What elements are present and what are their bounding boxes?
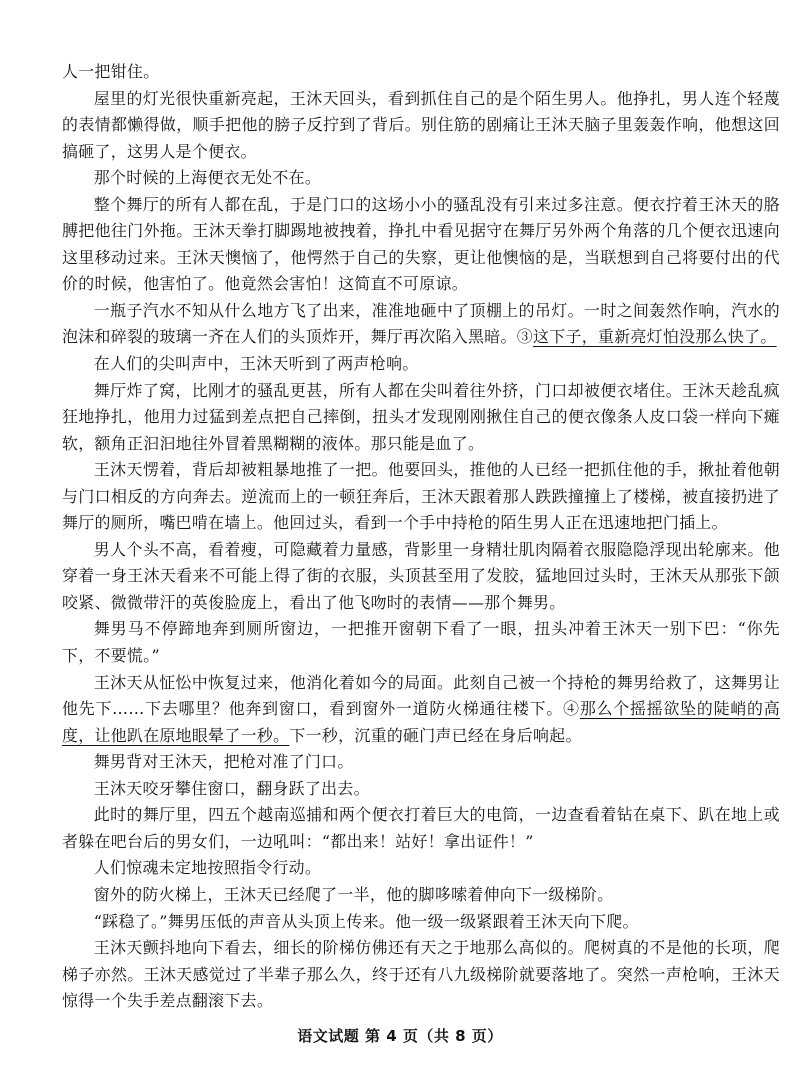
paragraph-5: 一瓶子汽水不知从什么地方飞了出来，准准地砸中了顶棚上的吊灯。一时之间轰然作响，汽水的泡沫和碎裂的玻璃一齐在人们的头顶炸开，舞厅再次陷入黑暗。③这下子，重新亮灯怕没那么快了。	[62, 300, 780, 347]
paragraph-16: 窗外的防火梯上，王沐天已经爬了一半，他的脚哆嗦着伸向下一级梯阶。	[93, 884, 614, 904]
paragraph-7: 舞厅炸了窝，比刚才的骚乱更甚，所有人都在尖叫着往外挤，门口却被便衣堵住。王沐天趁乱疯狂地挣扎，他用力过猛到差点把自己摔倒，扭头才发现刚刚揪住自己的便衣像条人皮口袋一样向下瘫软，额角正汩汩地往外冒着黑糊糊的液体。那只能是血了。	[62, 380, 780, 453]
paragraph-3: 那个时候的上海便衣无处不在。	[93, 168, 322, 188]
paragraph-12: 舞男背对王沐天，把枪对准了门口。	[93, 752, 354, 772]
paragraph-18: 王沐天颤抖地向下看去，细长的阶梯仿佛还有天之于地那么高似的。爬树真的不是他的长项，爬梯子亦然。王沐天感觉过了半辈子那么久，终于还有八九级梯阶就要落地了。突然一声枪响，王沐天惊得一个失手差点翻滚下去。	[62, 938, 780, 1011]
paragraph-1: 人一把钳住。	[62, 62, 160, 81]
paragraph-11: 王沐天从怔忪中恢复过来，他消化着如今的局面。此刻自己被一个持枪的舞男给救了，这舞男让他先下……下去哪里？他奔到窗口，看到窗外一道防火梯通往楼下。④那么个摇摇欲坠的陡峭的高度，让他趴在原地眼晕了一秒。下一秒，沉重的砸门声已经在身后响起。	[62, 672, 781, 745]
paragraph-2: 屋里的灯光很快重新亮起，王沐天回头，看到抓住自己的是个陌生男人。他挣扎，男人连个轻蔑的表情都懒得做，顺手把他的膀子反拧到了背后。别住筋的剧痛让王沐天脑子里轰轰作响，他想这回搞砸了，这男人是个便衣。	[62, 88, 780, 161]
underlined-sentence-4: 那么个摇摇欲坠的陡峭的高度，让他趴在原地眼晕了一秒。	[62, 699, 781, 745]
paragraph-15: 人们惊魂未定地按照指令行动。	[93, 858, 322, 878]
paragraph-4: 整个舞厅的所有人都在乱，于是门口的这场小小的骚乱没有引来过多注意。便衣拧着王沐天的胳膊把他往门外拖。王沐天拳打脚踢地被拽着，挣扎中看见据守在舞厅另外两个角落的几个便衣迅速向这里移动过来。王沐天懊恼了，他愕然于自己的失察，更让他懊恼的是，当联想到自己将要付出的代价的时候，他害怕了。他竟然会害怕！这简直不可原谅。	[62, 194, 780, 294]
underlined-sentence-3: 这下子，重新亮灯怕没那么快了。	[533, 327, 777, 347]
paragraph-10: 舞男马不停蹄地奔到厕所窗边，一把推开窗朝下看了一眼，扭头冲着王沐天一别下巴：“你先下，不要慌。”	[62, 619, 780, 666]
page-footer: 语文试题 第 4 页（共 8 页）	[297, 1027, 503, 1045]
marker-4: ④	[563, 699, 580, 719]
paragraph-9: 男人个头不高，看着瘦，可隐藏着力量感，背影里一身精壮肌肉隔着衣服隐隐浮现出轮廓来。他穿着一身王沐天看来不可能上得了街的衣服，头顶甚至用了发胶，猛地回过头时，王沐天从那张下颌咬紧、微微带汗的英俊脸庞上，看出了他飞吻时的表情——那个舞男。	[62, 539, 780, 612]
paragraph-6: 在人们的尖叫声中，王沐天听到了两声枪响。	[93, 354, 419, 374]
paragraph-17: “踩稳了。”舞男压低的声音从头顶上传来。他一级一级紧跟着王沐天向下爬。	[93, 911, 639, 931]
paragraph-14: 此时的舞厅里，四五个越南巡捕和两个便衣打着巨大的电筒，一边查看着钻在桌下、趴在地上或者躲在吧台后的男女们，一边吼叫：“都出来！站好！拿出证件！”	[62, 805, 780, 851]
paragraph-13: 王沐天咬牙攀住窗口，翻身跃了出去。	[93, 778, 370, 798]
marker-3: ③	[516, 327, 533, 347]
paragraph-8: 王沐天愣着，背后却被粗暴地推了一把。他要回头，推他的人已经一把抓住他的手，揪扯着他朝与门口相反的方向奔去。逆流而上的一顿狂奔后，王沐天跟着那人跌跌撞撞上了楼梯，被直接扔进了舞厅的厕所，嘴巴啃在墙上。他回过头，看到一个手中持枪的陌生男人正在迅速地把门插上。	[62, 460, 780, 533]
passage-text	[62, 59, 780, 1015]
